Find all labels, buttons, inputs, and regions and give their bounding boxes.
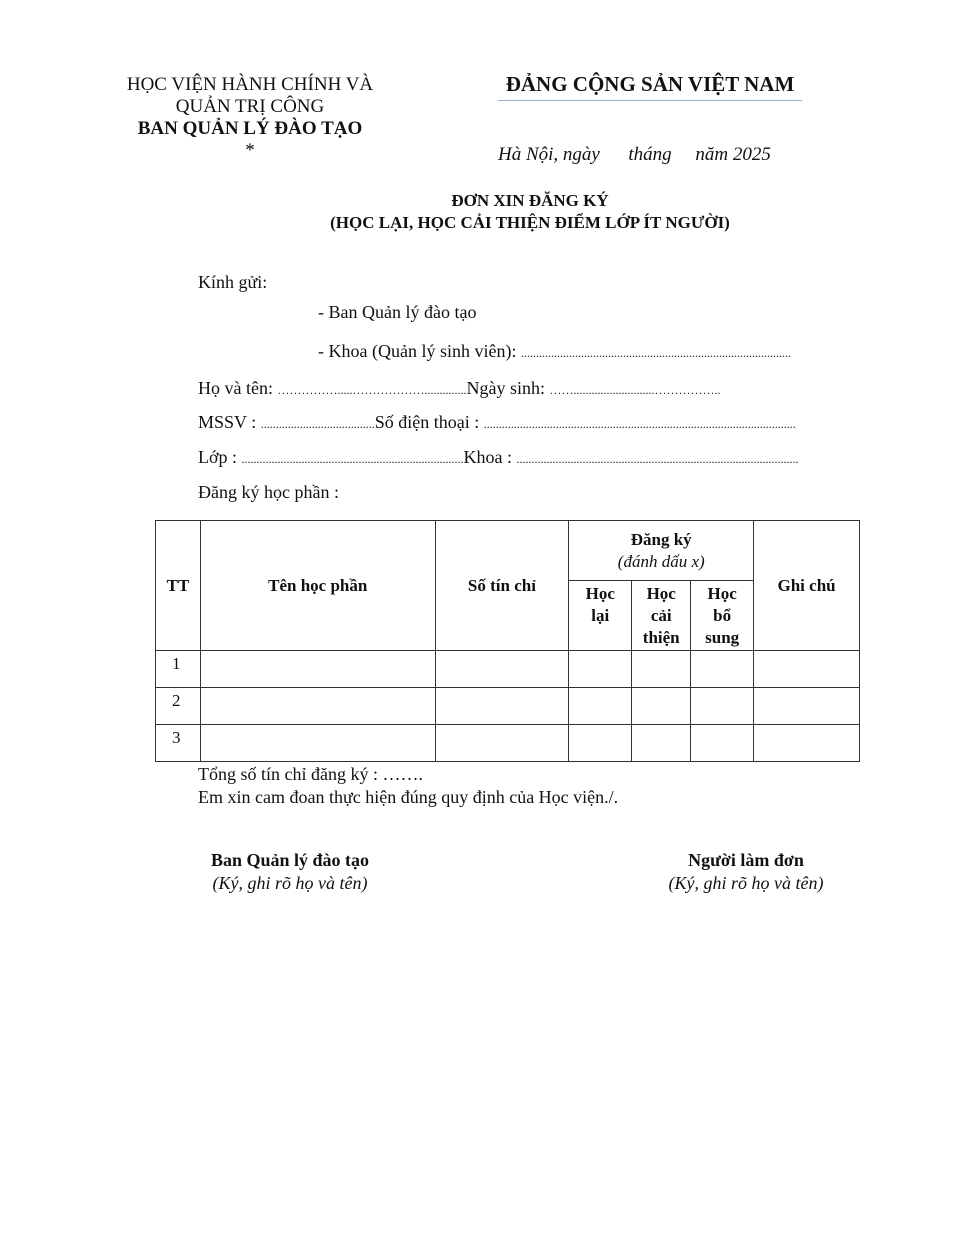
header-course-name: Tên học phần (200, 521, 435, 651)
class-field[interactable]: .......................................................................... (241, 452, 464, 466)
row-number: 2 (156, 688, 201, 725)
form-title (180, 190, 880, 234)
header-improve-line1: Học (646, 583, 676, 603)
header-register-sub: (đánh dấu x) (617, 551, 705, 571)
dob-field[interactable]: ……...........................…………….. (549, 383, 721, 397)
organization-header (100, 74, 400, 162)
retake-cell[interactable] (569, 688, 632, 725)
phone-field[interactable]: ........................................................................................................ (483, 417, 796, 431)
improve-cell[interactable] (632, 651, 691, 688)
table-row (156, 725, 860, 762)
header-tt: TT (156, 521, 201, 651)
header-credits: Số tín chỉ (435, 521, 569, 651)
register-label: Đăng ký học phần : (198, 482, 339, 502)
improve-cell[interactable] (632, 688, 691, 725)
credits-cell[interactable] (435, 725, 569, 762)
commitment: Em xin cam đoan thực hiện đúng quy định của Học viện./. (198, 787, 619, 807)
total-credits: Tổng số tín chỉ đăng ký : ……. (198, 764, 423, 784)
course-registration-table (155, 520, 860, 762)
header-extra-line2: bổ (713, 605, 732, 625)
form-title-line2: (HỌC LẠI, HỌC CẢI THIỆN ĐIỂM LỚP ÍT NGƯỜI) (330, 213, 730, 232)
header-retake-line1: Học (585, 583, 615, 603)
extra-cell[interactable] (691, 651, 754, 688)
recipient-1: - Ban Quản lý đào tạo (318, 302, 477, 322)
signature-left (180, 849, 400, 895)
course-name-cell[interactable] (200, 688, 435, 725)
signature-left-title: Ban Quản lý đào tạo (210, 850, 370, 870)
form-title-line1: ĐƠN XIN ĐĂNG KÝ (451, 191, 609, 210)
class-label: Lớp : (198, 447, 238, 467)
extra-cell[interactable] (691, 725, 754, 762)
signature-right-sub: (Ký, ghi rõ họ và tên) (668, 873, 824, 893)
note-cell[interactable] (754, 688, 860, 725)
improve-cell[interactable] (632, 725, 691, 762)
party-underline (498, 100, 802, 101)
recipient-2-label: - Khoa (Quản lý sinh viên): (318, 341, 517, 361)
header-note: Ghi chú (754, 521, 860, 651)
class-faculty-line (198, 447, 799, 468)
dob-label: Ngày sinh: (466, 378, 545, 398)
credits-cell[interactable] (435, 651, 569, 688)
course-name-cell[interactable] (200, 725, 435, 762)
header-extra (691, 581, 754, 651)
name-label: Họ và tên: (198, 378, 273, 398)
header-improve (632, 581, 691, 651)
signature-right-title: Người làm đơn (688, 850, 804, 870)
name-field[interactable]: …………….....……………….............. (277, 383, 467, 397)
header-register-label: Đăng ký (630, 529, 692, 549)
recipient-2 (318, 341, 791, 362)
header-extra-line3: sung (705, 627, 740, 647)
header-improve-line2: cải (650, 605, 672, 625)
header-improve-line3: thiện (642, 627, 680, 647)
org-star: * (245, 140, 255, 161)
table-row (156, 651, 860, 688)
name-dob-line (198, 378, 720, 399)
retake-cell[interactable] (569, 725, 632, 762)
course-name-cell[interactable] (200, 651, 435, 688)
recipient-2-dots[interactable]: .......................................................................................... (520, 346, 791, 360)
org-name-line1: HỌC VIỆN HÀNH CHÍNH VÀ (126, 74, 374, 95)
credits-cell[interactable] (435, 688, 569, 725)
extra-cell[interactable] (691, 688, 754, 725)
date-line: Hà Nội, ngày tháng năm 2025 (498, 144, 771, 165)
signature-left-sub: (Ký, ghi rõ họ và tên) (212, 873, 368, 893)
mssv-label: MSSV : (198, 412, 257, 432)
phone-label: Số điện thoại : (374, 412, 480, 432)
note-cell[interactable] (754, 725, 860, 762)
row-number: 3 (156, 725, 201, 762)
header-register (569, 521, 754, 581)
greeting: Kính gửi: (198, 272, 268, 292)
org-department: BAN QUẢN LÝ ĐÀO TẠO (137, 118, 363, 139)
table-row (156, 688, 860, 725)
mssv-field[interactable]: ...................................... (260, 417, 375, 431)
faculty-label: Khoa : (463, 447, 513, 467)
party-name: ĐẢNG CỘNG SẢN VIỆT NAM (505, 72, 795, 96)
note-cell[interactable] (754, 651, 860, 688)
faculty-field[interactable]: .............................................................................................. (516, 452, 799, 466)
signature-right (636, 849, 856, 895)
org-name-line2: QUẢN TRỊ CÔNG (175, 96, 325, 117)
retake-cell[interactable] (569, 651, 632, 688)
mssv-phone-line (198, 412, 796, 433)
header-retake-line2: lại (591, 605, 610, 625)
row-number: 1 (156, 651, 201, 688)
header-retake (569, 581, 632, 651)
header-extra-line1: Học (707, 583, 737, 603)
